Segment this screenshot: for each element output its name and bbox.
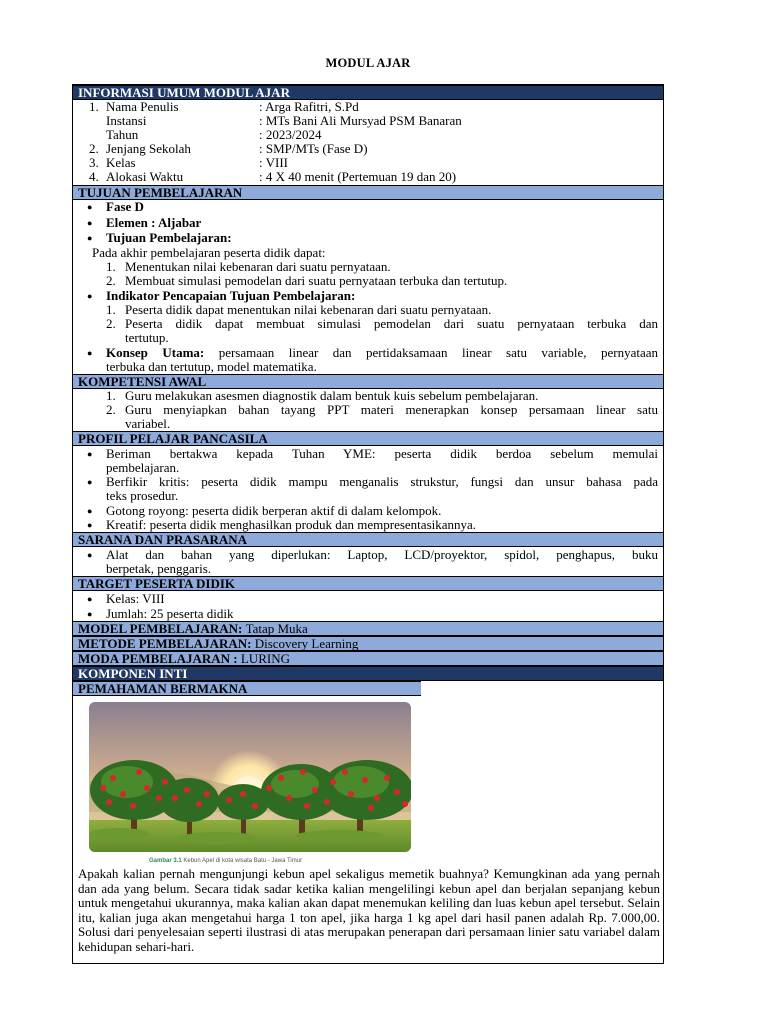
sarana-item-1: Alat dan bahan yang diperlukan: Laptop, LCD/proyektor, spidol, penghapus, buku [106, 547, 658, 562]
indikator-item-2-cont: tertutup. [125, 330, 169, 345]
caption-prefix: Gambar 3.1 [149, 858, 182, 864]
moda-label: MODA PEMBELAJARAN : [78, 651, 238, 666]
info-label-jenjang: Jenjang Sekolah [106, 141, 191, 156]
bullet-icon: ● [87, 594, 93, 604]
bullet-icon: ● [87, 202, 93, 212]
section-header-target: TARGET PESERTA DIDIK [73, 576, 663, 591]
kompetensi-item-1: Guru melakukan asesmen diagnostik dalam bentuk kuis sebelum pembelajaran. [125, 388, 539, 403]
section-header-info: INFORMASI UMUM MODUL AJAR [73, 85, 663, 100]
section-header-profil: PROFIL PELAJAR PANCASILA [73, 431, 663, 446]
intro-paragraph: Apakah kalian pernah mengunjungi kebun apel sekaligus memetik buahnya? Kemungkinan ada yang pernah dan ada yang belum. Secara tidak sadar ketika kalian mengelilingi kebun apel dan berjalan sepanjang kebun untuk mengetahui ukurannya, maka kalian akan dapat menemukan keliling dan luas kebun apel tersebut. Selain itu, kalian juga akan mengetahui harga 1 ton apel, jika harga 1 kg apel dari hasil panen adalah Rp. 7.000,00. Solusi dari penyelesaian seperti ilustrasi di atas merupakan penerapan dari persamaan linier satu variabel dalam kehidupan sehari-hari. [78, 866, 660, 954]
list-number: 1. [106, 259, 116, 274]
konsep-text: persamaan linear dan pertidaksamaan linear satu variable, pernyataan [218, 345, 659, 360]
metode-label: METODE PEMBELAJARAN: [78, 636, 252, 651]
model-label: MODEL PEMBELAJARAN: [78, 621, 243, 636]
bullet-icon: ● [87, 550, 93, 560]
tujuan-intro: Pada akhir pembelajaran peserta didik dapat: [92, 245, 326, 260]
profil-item-2: Berfikir kritis: peserta didik mampu menganalis strukstur, fungsi dan unsur bahasa pada [106, 474, 658, 489]
info-value-alokasi: : 4 X 40 menit (Pertemuan 19 dan 20) [259, 169, 457, 184]
metode-value: Discovery Learning [254, 636, 359, 651]
bullet-icon: ● [87, 291, 93, 301]
model-value: Tatap Muka [245, 621, 308, 636]
info-num-4: 4. [89, 169, 99, 184]
bullet-icon: ● [87, 609, 93, 619]
page-title: MODUL AJAR [325, 56, 411, 70]
bullet-icon: ● [87, 520, 93, 530]
section-header-metode [73, 636, 663, 651]
indikator-item-1: Peserta didik dapat menentukan nilai kebenaran dari suatu pernyataan. [125, 302, 492, 317]
info-value-jenjang: : SMP/MTs (Fase D) [259, 141, 368, 156]
caption-text: Kebun Apel di kota wisata Batu - Jawa Timur [183, 858, 303, 864]
section-header-moda [73, 651, 663, 666]
orchard-image [89, 702, 411, 852]
konsep-line-2: terbuka dan tertutup, model matematika. [106, 359, 317, 374]
section-header-komponen: KOMPONEN INTI [73, 666, 663, 681]
list-number: 1. [106, 388, 116, 403]
list-number: 2. [106, 316, 116, 331]
konsep-line-1 [106, 346, 658, 360]
tujuan-fase: Fase D [106, 199, 144, 214]
profil-item-1-cont: pembelajaran. [106, 460, 180, 475]
module-table [72, 84, 664, 964]
target-jumlah: Jumlah: 25 peserta didik [106, 606, 234, 621]
info-num-3: 3. [89, 155, 99, 170]
indikator-label: Indikator Pencapaian Tujuan Pembelajaran: [106, 288, 356, 303]
bullet-icon: ● [87, 477, 93, 487]
tujuan-label: Tujuan Pembelajaran: [106, 230, 232, 245]
konsep-label: Konsep Utama: [106, 345, 205, 360]
section-header-sarana: SARANA DAN PRASARANA [73, 532, 663, 547]
kompetensi-item-2: Guru menyiapkan bahan tayang PPT materi menerapkan konsep persamaan linear satu [125, 402, 658, 417]
tujuan-item-2: Membuat simulasi pemodelan dari suatu pernyataan terbuka dan tertutup. [125, 273, 508, 288]
info-label-instansi: Instansi [106, 113, 147, 128]
kompetensi-item-2-cont: variabel. [125, 416, 171, 431]
bullet-icon: ● [87, 218, 93, 228]
info-num-1: 1. [89, 99, 99, 114]
info-num-2: 2. [89, 141, 99, 156]
target-kelas: Kelas: VIII [106, 591, 165, 606]
section-header-pemahaman: PEMAHAMAN BERMAKNA [73, 681, 421, 696]
profil-item-4: Kreatif: peserta didik menghasilkan produk dan mempresentasikannya. [106, 517, 477, 532]
figure-caption [149, 858, 302, 864]
section-header-kompetensi: KOMPETENSI AWAL [73, 374, 663, 389]
list-number: 1. [106, 302, 116, 317]
profil-item-2-cont: teks prosedur. [106, 488, 179, 503]
list-number: 2. [106, 402, 116, 417]
section-header-model [73, 621, 663, 636]
apple-orchard-illustration [89, 702, 411, 852]
profil-item-1: Beriman bertakwa kepada Tuhan YME: peserta didik berdoa sebelum memulai [106, 446, 658, 461]
bullet-icon: ● [87, 348, 93, 358]
bullet-icon: ● [87, 506, 93, 516]
info-value-tahun: : 2023/2024 [259, 127, 322, 142]
list-number: 2. [106, 273, 116, 288]
info-label-penulis: Nama Penulis [106, 99, 179, 114]
info-value-instansi: : MTs Bani Ali Mursyad PSM Banaran [259, 113, 462, 128]
info-label-kelas: Kelas [106, 155, 136, 170]
profil-item-3: Gotong royong: peserta didik berperan aktif di dalam kelompok. [106, 503, 442, 518]
info-value-penulis: : Arga Rafitri, S.Pd [259, 99, 359, 114]
bullet-icon: ● [87, 233, 93, 243]
bullet-icon: ● [87, 449, 93, 459]
info-value-kelas: : VIII [259, 155, 289, 170]
indikator-item-2: Peserta didik dapat membuat simulasi pemodelan dari suatu pernyataan terbuka dan [125, 316, 658, 331]
section-header-tujuan: TUJUAN PEMBELAJARAN [73, 185, 663, 200]
info-label-tahun: Tahun [106, 127, 139, 142]
info-label-alokasi: Alokasi Waktu [106, 169, 184, 184]
sarana-item-1-cont: berpetak, penggaris. [106, 561, 212, 576]
tujuan-item-1: Menentukan nilai kebenaran dari suatu pernyataan. [125, 259, 391, 274]
tujuan-elemen: Elemen : Aljabar [106, 215, 202, 230]
moda-value: LURING [240, 651, 290, 666]
